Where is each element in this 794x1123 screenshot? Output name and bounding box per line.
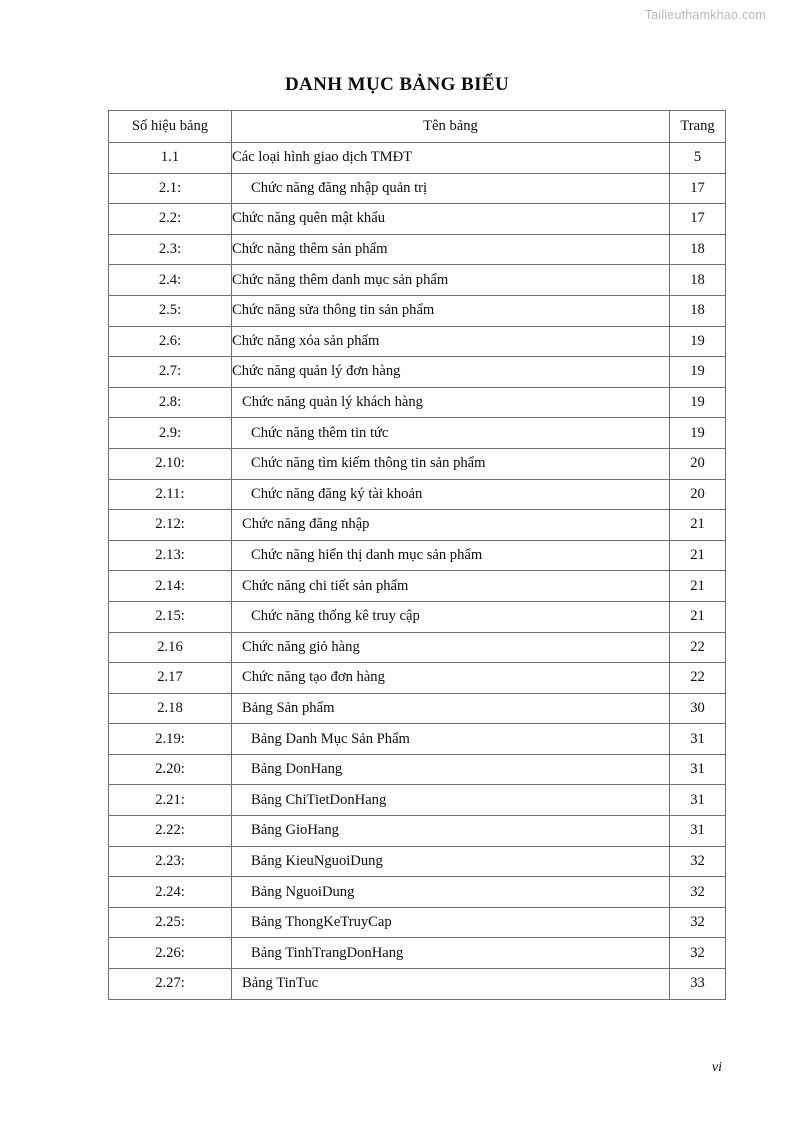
cell-page-number: 31	[670, 754, 726, 785]
cell-table-name: Chức năng quản lý khách hàng	[232, 387, 670, 418]
cell-page-number: 21	[670, 540, 726, 571]
table-header-row	[109, 111, 726, 143]
cell-table-number: 2.9:	[109, 418, 232, 449]
cell-table-number: 2.18	[109, 693, 232, 724]
cell-table-name: Bảng Sản phẩm	[232, 693, 670, 724]
cell-table-number: 2.5:	[109, 295, 232, 326]
cell-page-number: 19	[670, 357, 726, 388]
cell-table-name: Chức năng đăng nhập	[232, 510, 670, 541]
cell-table-name: Chức năng thêm sản phẩm	[232, 234, 670, 265]
table-row	[109, 571, 726, 602]
table-row	[109, 448, 726, 479]
cell-page-number: 21	[670, 571, 726, 602]
list-of-tables	[108, 110, 725, 1000]
table-row	[109, 601, 726, 632]
table-row	[109, 265, 726, 296]
cell-page-number: 18	[670, 265, 726, 296]
cell-table-number: 2.14:	[109, 571, 232, 602]
cell-table-name: Chức năng xóa sản phẩm	[232, 326, 670, 357]
cell-table-number: 2.4:	[109, 265, 232, 296]
cell-table-name: Bảng ChiTietDonHang	[232, 785, 670, 816]
cell-table-name: Chức năng đăng nhập quản trị	[232, 173, 670, 204]
cell-table-name: Chức năng tìm kiếm thông tin sản phẩm	[232, 448, 670, 479]
cell-page-number: 21	[670, 601, 726, 632]
cell-table-number: 1.1	[109, 143, 232, 174]
table-row	[109, 938, 726, 969]
cell-page-number: 33	[670, 969, 726, 1000]
cell-table-number: 2.25:	[109, 907, 232, 938]
cell-page-number: 17	[670, 204, 726, 235]
cell-table-number: 2.27:	[109, 969, 232, 1000]
cell-table-number: 2.12:	[109, 510, 232, 541]
table-row	[109, 295, 726, 326]
cell-table-name: Bảng ThongKeTruyCap	[232, 907, 670, 938]
cell-table-number: 2.6:	[109, 326, 232, 357]
list-of-tables-table	[108, 110, 726, 1000]
cell-table-number: 2.23:	[109, 846, 232, 877]
cell-table-number: 2.15:	[109, 601, 232, 632]
cell-table-number: 2.17	[109, 663, 232, 694]
cell-table-name: Bảng TinhTrangDonHang	[232, 938, 670, 969]
cell-page-number: 32	[670, 938, 726, 969]
cell-table-name: Chức năng quản lý đơn hàng	[232, 357, 670, 388]
cell-page-number: 19	[670, 326, 726, 357]
cell-page-number: 19	[670, 418, 726, 449]
cell-table-number: 2.8:	[109, 387, 232, 418]
cell-table-name: Chức năng giỏ hàng	[232, 632, 670, 663]
cell-table-number: 2.13:	[109, 540, 232, 571]
cell-page-number: 31	[670, 724, 726, 755]
cell-table-number: 2.7:	[109, 357, 232, 388]
cell-table-name: Chức năng chi tiết sản phẩm	[232, 571, 670, 602]
table-row	[109, 357, 726, 388]
column-header-number: Số hiệu bảng	[109, 111, 232, 143]
cell-page-number: 31	[670, 785, 726, 816]
table-row	[109, 754, 726, 785]
cell-table-number: 2.19:	[109, 724, 232, 755]
cell-page-number: 22	[670, 663, 726, 694]
table-row	[109, 907, 726, 938]
table-row	[109, 724, 726, 755]
cell-table-number: 2.11:	[109, 479, 232, 510]
cell-table-number: 2.1:	[109, 173, 232, 204]
cell-page-number: 17	[670, 173, 726, 204]
table-row	[109, 173, 726, 204]
cell-table-name: Bảng NguoiDung	[232, 877, 670, 908]
cell-page-number: 21	[670, 510, 726, 541]
table-body	[109, 143, 726, 1000]
cell-page-number: 32	[670, 907, 726, 938]
table-row	[109, 846, 726, 877]
cell-page-number: 31	[670, 816, 726, 847]
cell-table-name: Bảng GioHang	[232, 816, 670, 847]
table-row	[109, 969, 726, 1000]
cell-table-name: Chức năng quên mật khẩu	[232, 204, 670, 235]
cell-table-name: Chức năng sửa thông tin sản phẩm	[232, 295, 670, 326]
cell-page-number: 5	[670, 143, 726, 174]
cell-table-name: Chức năng tạo đơn hàng	[232, 663, 670, 694]
table-row	[109, 143, 726, 174]
table-row	[109, 785, 726, 816]
cell-page-number: 30	[670, 693, 726, 724]
cell-table-number: 2.21:	[109, 785, 232, 816]
cell-table-name: Chức năng đăng ký tài khoản	[232, 479, 670, 510]
page-folio: vi	[711, 1060, 722, 1075]
cell-table-number: 2.24:	[109, 877, 232, 908]
cell-table-name: Các loại hình giao dịch TMĐT	[232, 143, 670, 174]
table-row	[109, 632, 726, 663]
table-row	[109, 204, 726, 235]
cell-table-name: Bảng DonHang	[232, 754, 670, 785]
table-row	[109, 877, 726, 908]
cell-table-number: 2.16	[109, 632, 232, 663]
cell-page-number: 22	[670, 632, 726, 663]
table-row	[109, 326, 726, 357]
cell-page-number: 19	[670, 387, 726, 418]
table-row	[109, 418, 726, 449]
cell-table-name: Bảng KieuNguoiDung	[232, 846, 670, 877]
page-title: DANH MỤC BẢNG BIỂU	[284, 74, 510, 95]
table-row	[109, 234, 726, 265]
cell-table-number: 2.22:	[109, 816, 232, 847]
cell-table-number: 2.3:	[109, 234, 232, 265]
table-row	[109, 540, 726, 571]
table-row	[109, 816, 726, 847]
column-header-name: Tên bảng	[232, 111, 670, 143]
cell-table-name: Bảng Danh Mục Sản Phẩm	[232, 724, 670, 755]
table-row	[109, 387, 726, 418]
cell-page-number: 18	[670, 234, 726, 265]
table-row	[109, 663, 726, 694]
cell-table-number: 2.10:	[109, 448, 232, 479]
table-row	[109, 693, 726, 724]
cell-page-number: 32	[670, 846, 726, 877]
table-row	[109, 479, 726, 510]
table-row	[109, 510, 726, 541]
cell-table-number: 2.20:	[109, 754, 232, 785]
cell-page-number: 18	[670, 295, 726, 326]
cell-table-name: Bảng TinTuc	[232, 969, 670, 1000]
cell-table-name: Chức năng hiển thị danh mục sản phẩm	[232, 540, 670, 571]
cell-page-number: 20	[670, 479, 726, 510]
watermark: Tailieuthamkhao.com	[644, 8, 766, 22]
cell-table-name: Chức năng thống kê truy cập	[232, 601, 670, 632]
cell-page-number: 20	[670, 448, 726, 479]
cell-table-number: 2.2:	[109, 204, 232, 235]
cell-table-name: Chức năng thêm danh mục sản phẩm	[232, 265, 670, 296]
cell-page-number: 32	[670, 877, 726, 908]
column-header-page: Trang	[670, 111, 726, 143]
cell-table-name: Chức năng thêm tin tức	[232, 418, 670, 449]
cell-table-number: 2.26:	[109, 938, 232, 969]
